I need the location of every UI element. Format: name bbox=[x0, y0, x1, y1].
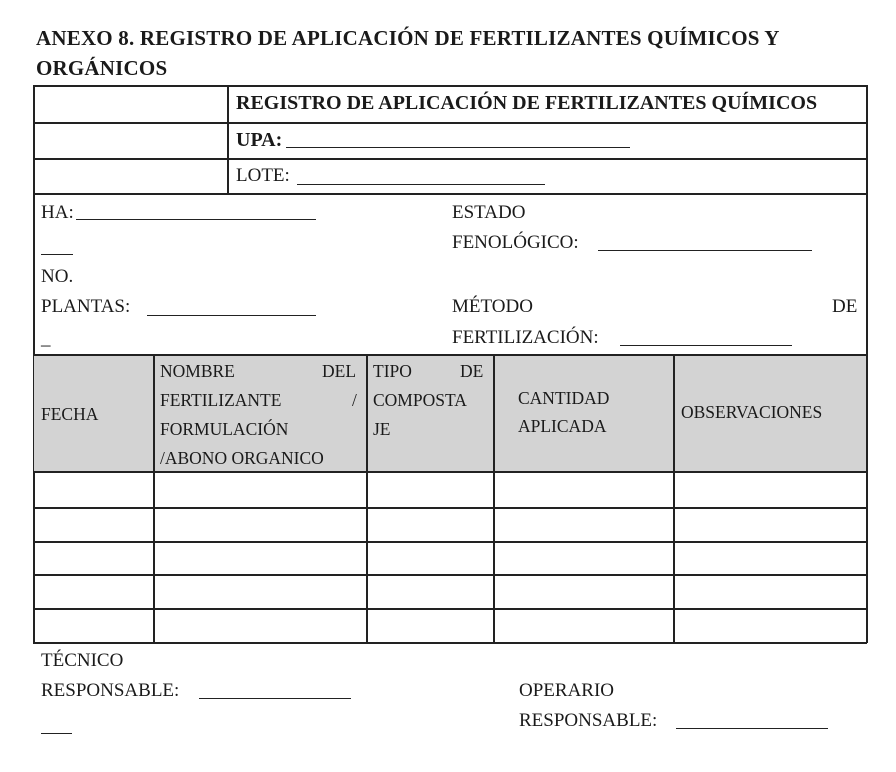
column-header-nombre-line-4: /ABONO ORGANICO bbox=[160, 448, 324, 468]
tipo-cell[interactable] bbox=[368, 576, 492, 607]
plantas-field[interactable] bbox=[147, 315, 316, 316]
fertilizacion-label: FERTILIZACIÓN: bbox=[452, 327, 599, 348]
column-header-tipo-line-1a: TIPO bbox=[373, 361, 412, 381]
upa-field[interactable] bbox=[286, 147, 630, 148]
annex-title-line-1: ANEXO 8. REGISTRO DE APLICACIÓN DE FERTILIZANTES QUÍMICOS Y bbox=[36, 26, 780, 50]
column-header-tipo-line-2: COMPOSTA bbox=[373, 390, 467, 410]
ha-field[interactable] bbox=[76, 219, 316, 220]
lote-field[interactable] bbox=[297, 184, 545, 185]
nombre-cell[interactable] bbox=[155, 473, 365, 506]
observaciones-cell[interactable] bbox=[675, 610, 865, 641]
observaciones-cell[interactable] bbox=[675, 509, 865, 540]
tipo-cell[interactable] bbox=[368, 509, 492, 540]
tecnico-signature-continuation[interactable] bbox=[41, 733, 72, 734]
no-label: NO. bbox=[41, 266, 74, 287]
operario-label: OPERARIO bbox=[519, 680, 615, 701]
cantidad-cell[interactable] bbox=[495, 543, 672, 573]
tipo-cell[interactable] bbox=[368, 473, 492, 506]
cantidad-cell[interactable] bbox=[495, 509, 672, 540]
observaciones-cell[interactable] bbox=[675, 576, 865, 607]
plantas-field-dash: _ bbox=[41, 328, 51, 349]
observaciones-cell[interactable] bbox=[675, 543, 865, 573]
form-right-border bbox=[866, 85, 868, 643]
tecnico-responsable-label: RESPONSABLE: bbox=[41, 680, 180, 701]
operario-responsable-label: RESPONSABLE: bbox=[519, 710, 658, 731]
cantidad-cell[interactable] bbox=[495, 473, 672, 506]
form-header-title: REGISTRO DE APLICACIÓN DE FERTILIZANTES QUÍMICOS bbox=[236, 92, 818, 114]
ha-field-continuation[interactable] bbox=[41, 254, 73, 255]
column-header-nombre-line-1b: DEL bbox=[322, 361, 357, 381]
fertilizacion-field[interactable] bbox=[620, 345, 792, 346]
column-header-nombre-line-1a: NOMBRE bbox=[160, 361, 235, 381]
tecnico-label: TÉCNICO bbox=[41, 650, 124, 671]
nombre-cell[interactable] bbox=[155, 610, 365, 641]
cantidad-cell[interactable] bbox=[495, 610, 672, 641]
column-header-observaciones: OBSERVACIONES bbox=[681, 402, 823, 422]
column-header-cantidad-line-2: APLICADA bbox=[518, 416, 607, 436]
column-header-tipo-line-3: JE bbox=[373, 419, 391, 439]
tipo-cell[interactable] bbox=[368, 610, 492, 641]
observaciones-cell[interactable] bbox=[675, 473, 865, 506]
tecnico-signature-field[interactable] bbox=[199, 698, 351, 699]
operario-signature-field[interactable] bbox=[676, 728, 828, 729]
column-header-nombre-line-2b: / bbox=[352, 390, 357, 410]
column-header-nombre-line-2a: FERTILIZANTE bbox=[160, 390, 282, 410]
plantas-label: PLANTAS: bbox=[41, 296, 131, 317]
fecha-cell[interactable] bbox=[35, 509, 152, 540]
nombre-cell[interactable] bbox=[155, 576, 365, 607]
column-header-cantidad-line-1: CANTIDAD bbox=[518, 388, 610, 408]
nombre-cell[interactable] bbox=[155, 543, 365, 573]
fecha-cell[interactable] bbox=[35, 543, 152, 573]
estado-label: ESTADO bbox=[452, 202, 526, 223]
lote-label: LOTE: bbox=[236, 165, 290, 186]
cantidad-cell[interactable] bbox=[495, 576, 672, 607]
de-label: DE bbox=[832, 296, 858, 317]
fecha-cell[interactable] bbox=[35, 473, 152, 506]
column-header-nombre-line-3: FORMULACIÓN bbox=[160, 419, 289, 439]
fenologico-label: FENOLÓGICO: bbox=[452, 232, 579, 253]
nombre-cell[interactable] bbox=[155, 509, 365, 540]
column-header-fecha: FECHA bbox=[41, 404, 99, 424]
fecha-cell[interactable] bbox=[35, 576, 152, 607]
fenologico-field[interactable] bbox=[598, 250, 812, 251]
tipo-cell[interactable] bbox=[368, 543, 492, 573]
annex-title-line-2: ORGÁNICOS bbox=[36, 56, 168, 80]
column-header-tipo-line-1b: DE bbox=[460, 361, 484, 381]
ha-label: HA: bbox=[41, 202, 74, 223]
upa-label: UPA: bbox=[236, 129, 283, 151]
metodo-label: MÉTODO bbox=[452, 296, 533, 317]
fecha-cell[interactable] bbox=[35, 610, 152, 641]
